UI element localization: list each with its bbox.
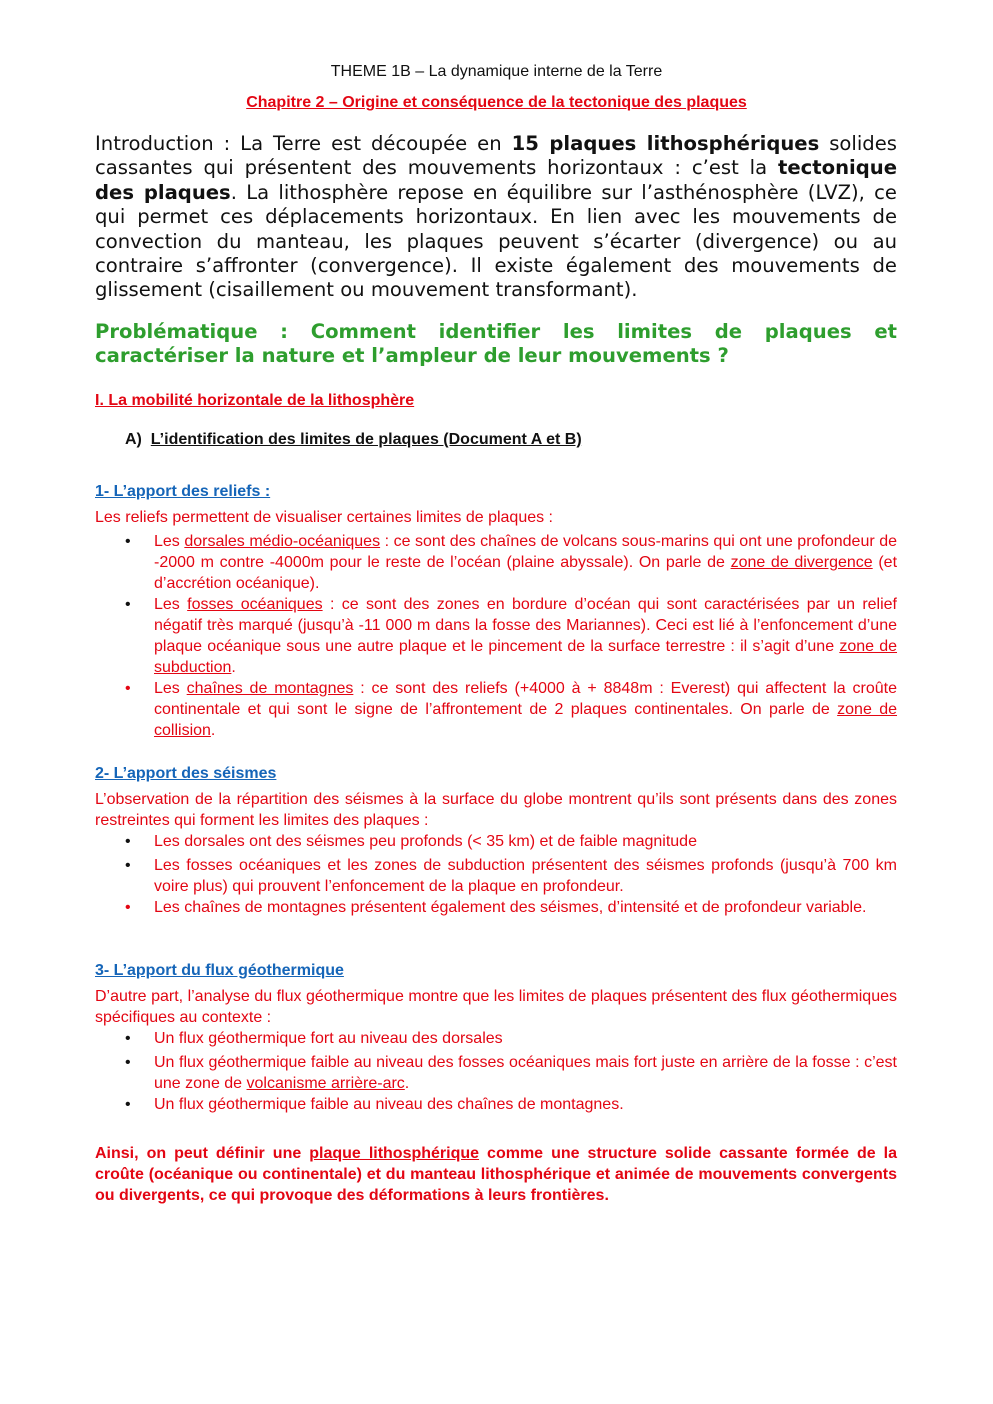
list-item	[95, 897, 897, 918]
item-text: Un flux géothermique faible au niveau des chaînes de montagnes.	[154, 1096, 624, 1113]
flux-list	[95, 1028, 897, 1115]
bullet-icon: •	[125, 1096, 131, 1113]
term-volcanisme-arriere-arc: volcanisme arrière-arc	[246, 1075, 405, 1092]
intro-bold-plaques: 15 plaques lithosphériques	[511, 132, 820, 155]
list-item	[95, 855, 897, 897]
subsection-a-title: L’identification des limites de plaques (Document A et B)	[150, 431, 582, 448]
item-text: Un flux géothermique fort au niveau des dorsales	[154, 1030, 503, 1047]
problematique: Problématique : Comment identifier les limites de plaques et caractériser la nature et l’ampleur de leur mouvements ?	[95, 320, 897, 368]
bullet-icon: •	[125, 1054, 131, 1071]
theme-title: THEME 1B – La dynamique interne de la Terre	[330, 63, 663, 80]
intro-text-1: Introduction : La Terre est découpée en	[95, 132, 512, 155]
heading-flux: 3- L’apport du flux géothermique	[95, 962, 344, 979]
intro-bold-tectonique: tectonique des plaques	[95, 156, 897, 204]
item-text: Les	[154, 680, 187, 697]
item-text: : ce sont des zones en bordure d’océan qui sont caractérisées par un relief négatif très marqué (jusqu’à -11 000 m dans la fosse des Mariannes). Ceci est lié à l’enfoncement d’une plaque océanique sous une autre plaque et le pincement de la surface terrestre : il s’agit d’une	[154, 596, 897, 655]
seismes-list	[95, 831, 897, 918]
bullet-icon: •	[125, 899, 131, 916]
section-title-mobilite: I. La mobilité horizontale de la lithosphère	[95, 392, 415, 409]
term-chaines: chaînes de montagnes	[186, 680, 354, 697]
intro-text-2: solides cassantes qui présentent des mouvements horizontaux : c’est la	[95, 132, 897, 180]
bullet-icon: •	[125, 1030, 131, 1047]
flux-intro: D’autre part, l’analyse du flux géothermique montre que les limites de plaques présentent des flux géothermiques spécifiques au contexte :	[95, 988, 897, 1026]
bullet-icon: •	[125, 833, 131, 850]
term-fosses: fosses océaniques	[187, 596, 323, 613]
item-text: .	[231, 659, 236, 676]
subsection-a-letter: A)	[125, 431, 142, 448]
conclusion-text: Ainsi, on peut définir une	[95, 1145, 310, 1162]
reliefs-intro: Les reliefs permettent de visualiser certaines limites de plaques :	[95, 509, 553, 526]
item-text: (et d’accrétion océanique).	[154, 554, 898, 592]
item-text: Les	[154, 533, 185, 550]
conclusion-text: comme une structure solide cassante formée de la croûte (océanique ou continentale) et du manteau lithosphérique et animée de mouvements convergents ou divergents, ce qui provoque des déformations à leurs frontières.	[95, 1145, 897, 1204]
term-zone-subduction: zone de subduction	[154, 638, 898, 676]
bullet-icon: •	[125, 533, 131, 550]
subsection-a	[125, 430, 582, 450]
item-text: Les fosses océaniques et les zones de subduction présentent des séismes profonds (jusqu’à 700 km voire plus) qui prouvent l’enfoncement de la plaque en profondeur.	[154, 857, 897, 895]
list-item	[95, 1052, 897, 1094]
term-plaque-lithospherique: plaque lithosphérique	[309, 1145, 480, 1162]
term-dorsales: dorsales médio-océaniques	[184, 533, 381, 550]
list-item	[95, 531, 897, 594]
item-text: .	[210, 722, 216, 739]
bullet-icon: •	[125, 680, 131, 697]
chapter-title: Chapitre 2 – Origine et conséquence de la tectonique des plaques	[246, 94, 747, 111]
conclusion-paragraph	[95, 1143, 897, 1206]
seismes-intro: L’observation de la répartition des séismes à la surface du globe montrent qu’ils sont présents dans des zones restreintes qui forment les limites des plaques :	[95, 791, 897, 829]
list-item	[95, 1028, 897, 1049]
item-text: : ce sont des reliefs (+4000 à + 8848m : Everest) qui affectent la croûte continentale et qui sont le signe de l’affrontement de 2 plaques continentales. On parle de	[154, 680, 897, 718]
term-zone-divergence: zone de divergence	[730, 554, 873, 571]
item-text: Un flux géothermique faible au niveau des fosses océaniques mais fort juste en arrière de la fosse : c’est une zone de	[154, 1054, 897, 1092]
bullet-icon: •	[125, 857, 131, 874]
item-text: Les chaînes de montagnes présentent également des séismes, d’intensité et de profondeur variable.	[154, 899, 867, 916]
intro-text-3: . La lithosphère repose en équilibre sur l’asthénosphère (LVZ), ce qui permet ces déplacements horizontaux. En lien avec les mouvements de convection du manteau, les plaques peuvent s’écarter (divergence) ou au contraire s’affronter (convergence). Il existe également des mouvements de glissement (cisaillement ou mouvement transformant).	[95, 180, 897, 302]
list-item	[95, 831, 897, 852]
heading-reliefs: 1- L’apport des reliefs :	[95, 483, 271, 500]
item-text: : ce sont des chaînes de volcans sous-marins qui ont une profondeur de -2000 m contre -4000m pour le reste de l’océan (plaine abyssale). On parle de	[154, 533, 898, 571]
item-text: .	[404, 1075, 410, 1092]
list-item	[95, 678, 897, 741]
introduction-paragraph	[95, 132, 897, 303]
term-zone-collision: zone de collision	[154, 701, 898, 739]
item-text: Les dorsales ont des séismes peu profonds (< 35 km) et de faible magnitude	[154, 833, 697, 850]
heading-seismes: 2- L’apport des séismes	[95, 765, 277, 782]
item-text: Les	[154, 596, 188, 613]
bullet-icon: •	[125, 596, 131, 613]
reliefs-list	[95, 531, 897, 741]
list-item	[95, 1094, 897, 1115]
list-item	[95, 594, 897, 678]
